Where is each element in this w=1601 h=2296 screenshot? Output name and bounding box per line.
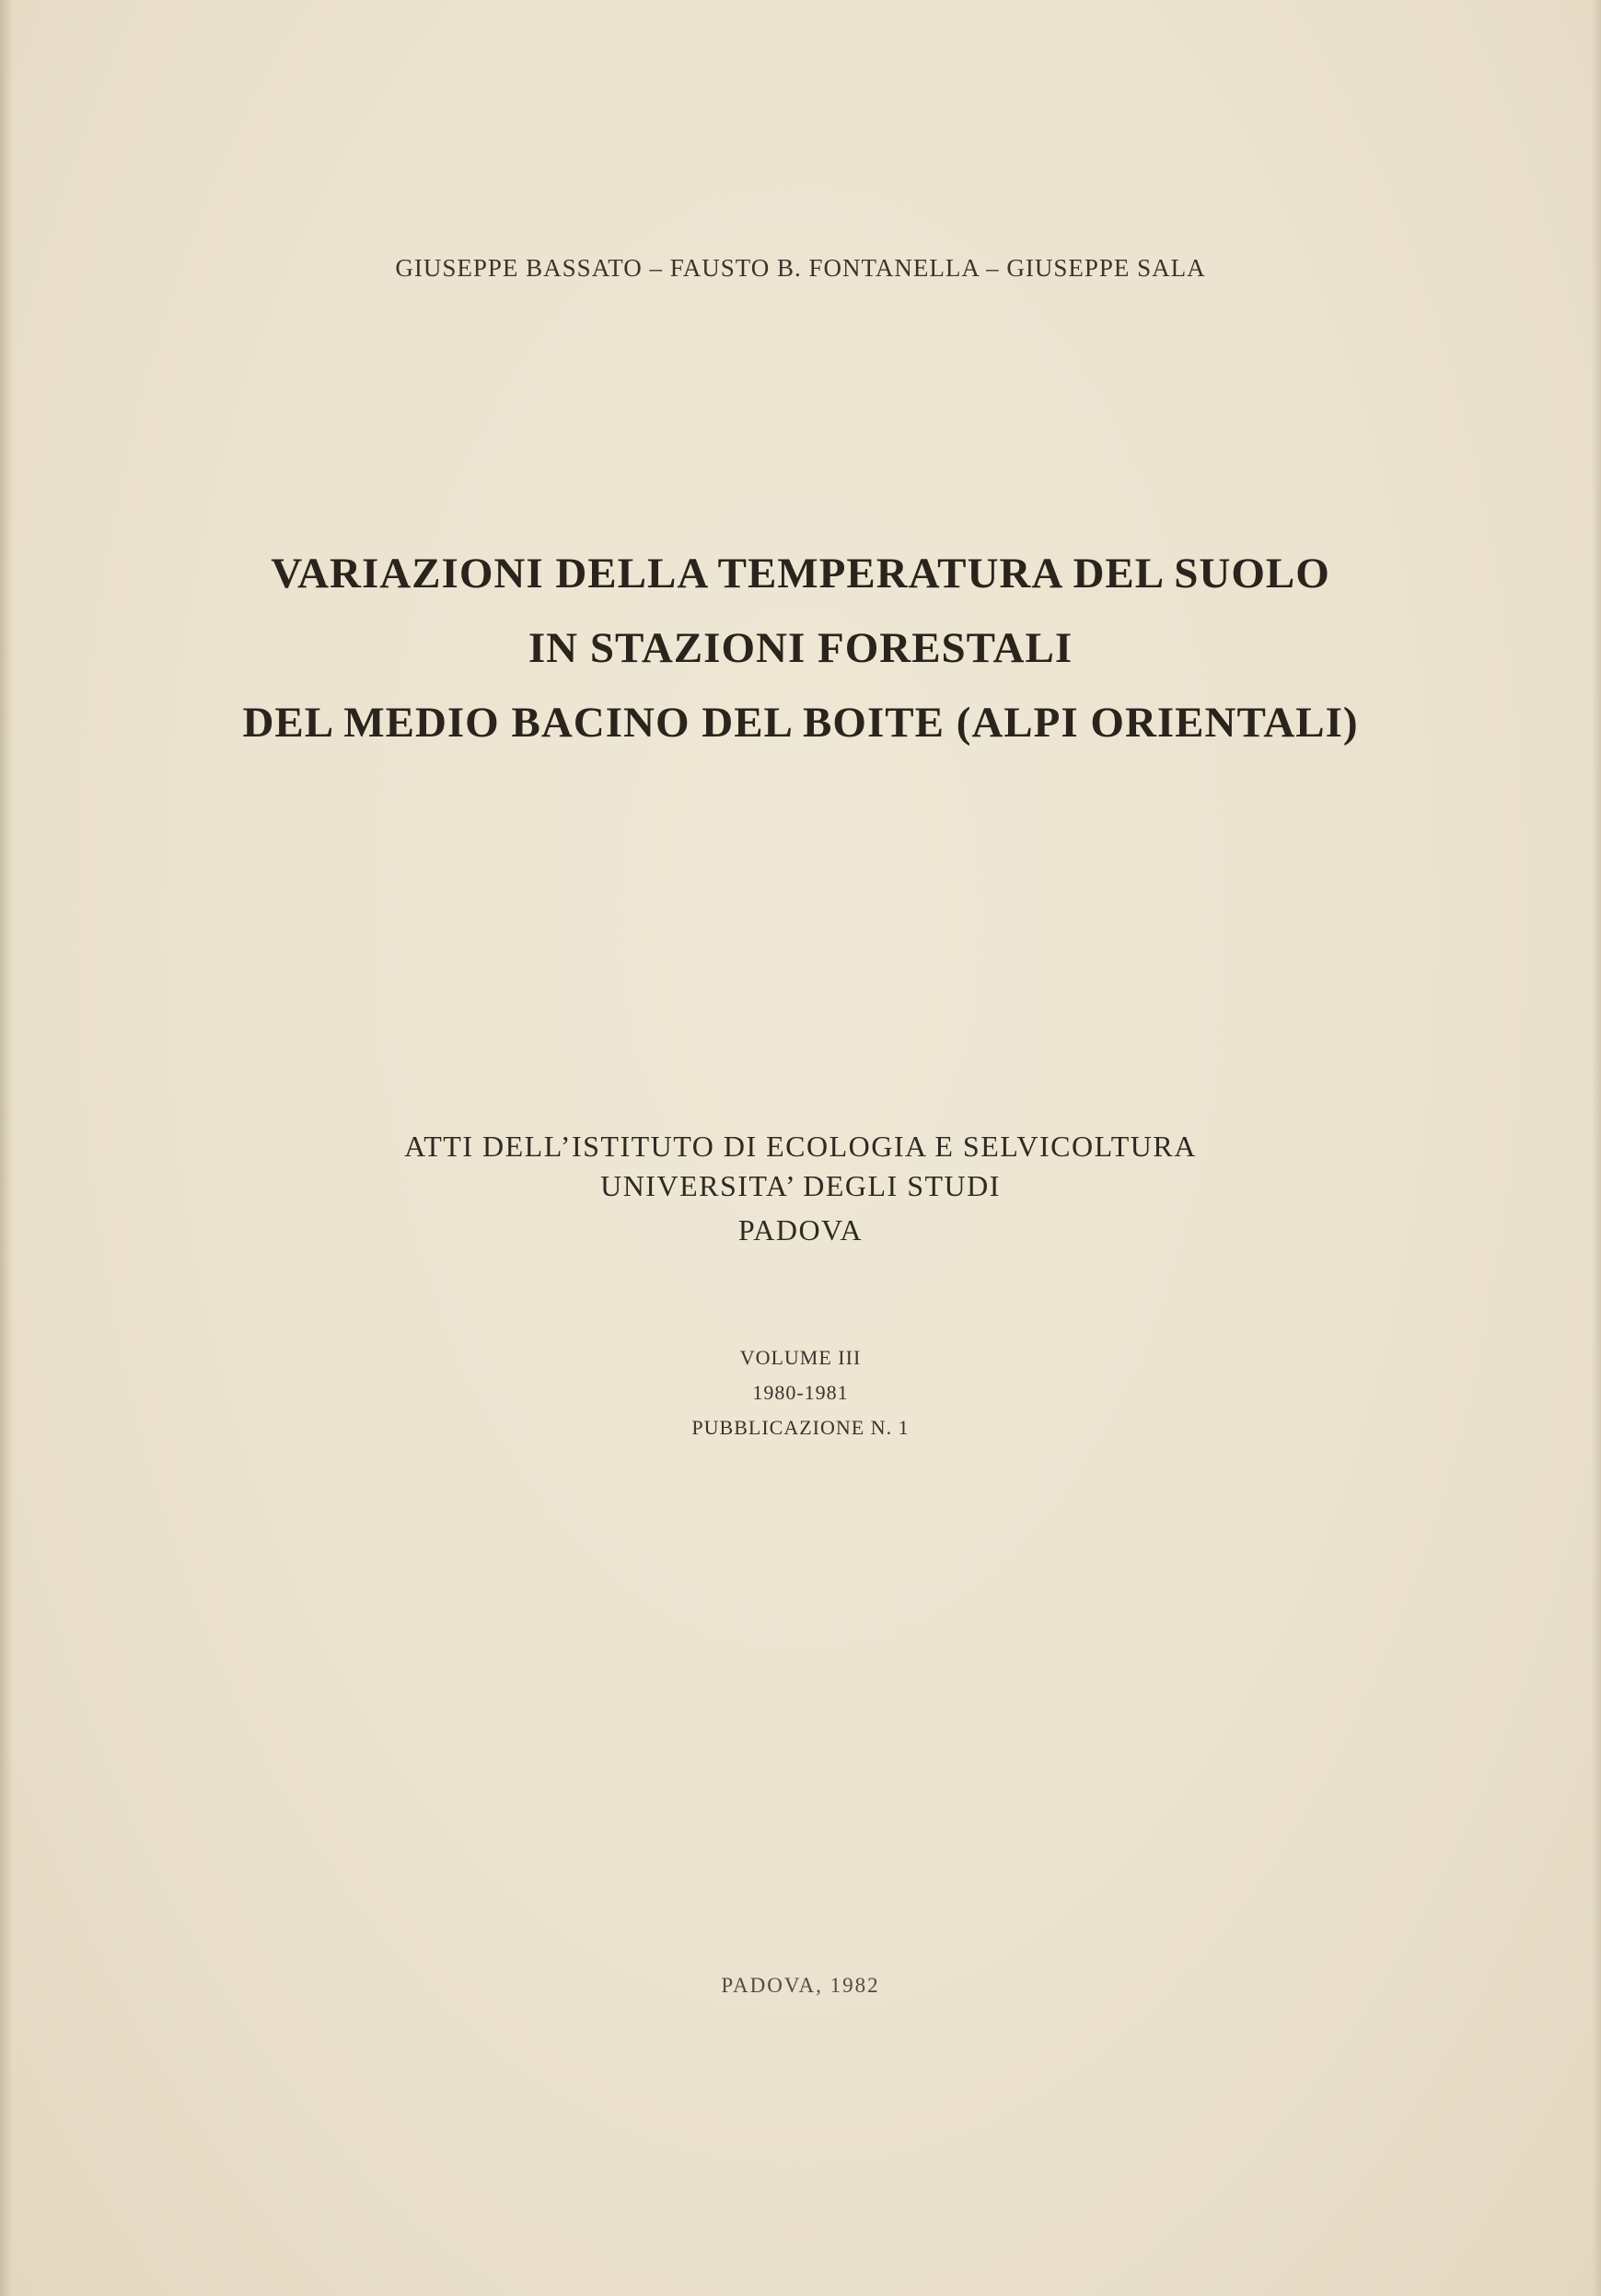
title-line-1: VARIAZIONI DELLA TEMPERATURA DEL SUOLO: [271, 550, 1330, 597]
institute-line-3: PADOVA: [737, 1213, 864, 1247]
volume-number: VOLUME III: [739, 1346, 862, 1369]
institute-line-1: ATTI DELL’ISTITUTO DI ECOLOGIA E SELVICOLTURA: [404, 1130, 1197, 1163]
publication-number: PUBBLICAZIONE N. 1: [691, 1416, 910, 1439]
institute-line-2: UNIVERSITA’ DEGLI STUDI: [600, 1169, 1001, 1202]
title-line-3: DEL MEDIO BACINO DEL BOITE (ALPI ORIENTALI): [242, 699, 1359, 747]
title-line-2: IN STAZIONI FORESTALI: [528, 624, 1073, 672]
volume-years: 1980-1981: [752, 1381, 849, 1404]
authors-line: GIUSEPPE BASSATO – FAUSTO B. FONTANELLA – GIUSEPPE SALA: [395, 254, 1206, 282]
imprint-place-year: PADOVA, 1982: [721, 1974, 880, 1997]
